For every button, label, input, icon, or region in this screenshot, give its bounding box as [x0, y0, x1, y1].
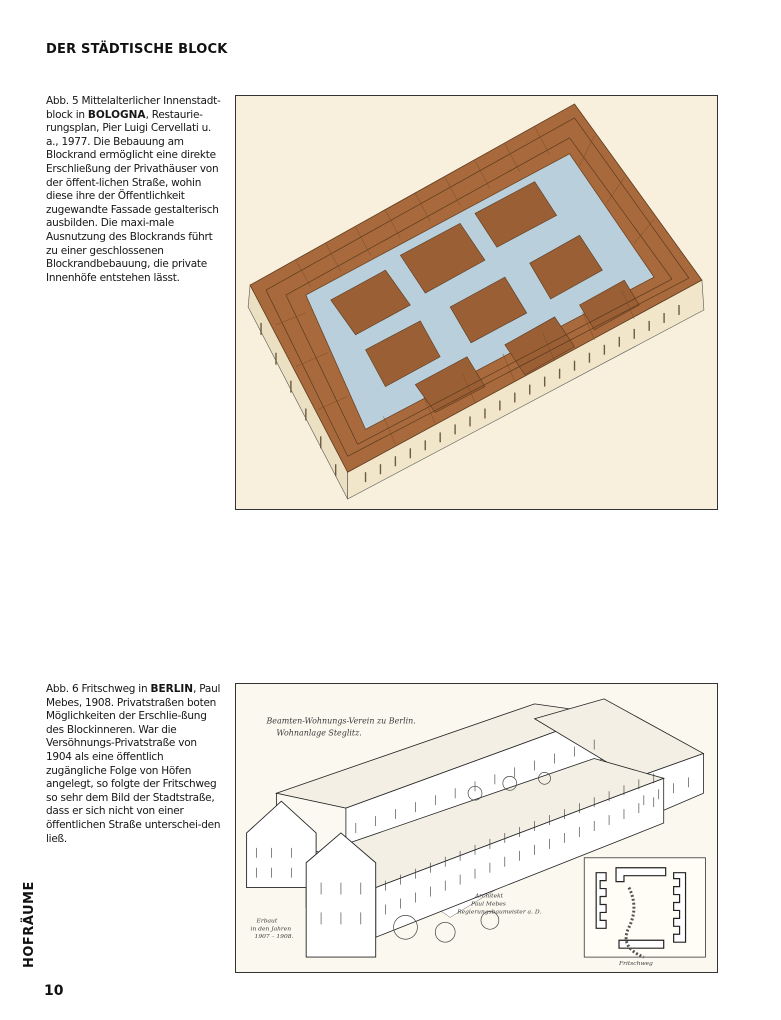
chapter-sidebar-label: HOFRÄUME: [22, 881, 37, 968]
inscription-line-1: Beamten-Wohnungs-Verein zu Berlin.: [266, 716, 416, 726]
note-left-line-1: Erbaut: [256, 917, 278, 925]
figure-5-caption: [46, 95, 221, 285]
site-plan-street-label: Fritschweg: [619, 960, 653, 968]
figure-6-berlin-illustration: [235, 683, 718, 973]
figure-5-text-before: Mittelalterlicher Innenstadt-block in: [46, 95, 221, 121]
page-number: 10: [44, 983, 64, 999]
note-right-line-3: Regierungsbaumeister a. D.: [457, 908, 542, 916]
figure-5-bologna-illustration: [235, 95, 718, 510]
fritschweg-drawing: [236, 684, 717, 972]
section-title: DER STÄDTISCHE BLOCK: [46, 42, 228, 57]
figure-6-label: Abb. 6: [46, 683, 79, 695]
site-plan: [584, 858, 705, 967]
figure-5-city: BOLOGNA: [87, 108, 146, 121]
note-right-line-1: Architekt: [475, 892, 504, 900]
inscription-line-2: Wohnanlage Steglitz.: [276, 728, 362, 738]
figure-6-text-after: , Paul Mebes, 1908. Privatstraßen boten Möglichkeiten der Erschlie-ßung des Blockinneren. War die Versöhnungs-Privatstraße von 1904 als eine öffentlich zugängliche Folge von Höfen angelegt, so folgte der Fritschweg so sehr dem Bild der Stadtstraße, dass er sich nicht von einer öffentlichen Straße unterschei-den ließ.: [46, 683, 221, 845]
note-left-line-2: in den Jahren: [250, 925, 292, 933]
bologna-block-drawing: [236, 96, 717, 509]
figure-5-label: Abb. 5: [46, 95, 79, 107]
note-left-line-3: 1907 – 1908.: [254, 933, 294, 941]
figure-6-caption: [46, 683, 221, 846]
figure-6-text-before: Fritschweg in: [78, 683, 151, 695]
figure-6-city: BERLIN: [150, 683, 194, 695]
figure-5-text-after: , Restaurie-rungsplan, Pier Luigi Cervellati u. a., 1977. Die Bebauung am Blockrand ermöglicht eine direkte Erschließung der Privathäuser von der öffent-lichen Straße, wohin diese ihre der Öffentlichkeit zugewandte Fassade gestalterisch ausbilden. Die maxi-male Ausnutzung des Blockrands führt zu einer geschlossenen Blockrandbebauung, die private Innenhöfe entstehen lässt.: [46, 108, 219, 284]
note-right-line-2: Paul Mebes: [471, 900, 506, 908]
